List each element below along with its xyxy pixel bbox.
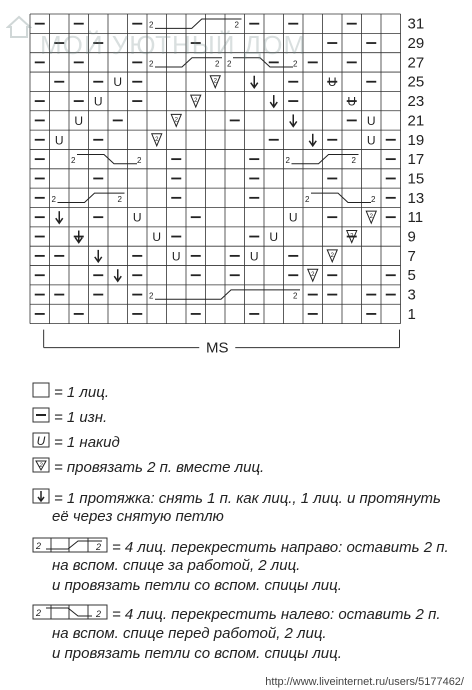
yarn-over-mark: U xyxy=(132,210,142,225)
ms-label: MS xyxy=(206,339,229,357)
watermark-text: МОЙ УЮТНЫЙ ДОМ xyxy=(40,30,307,60)
k2tog-label: 2 xyxy=(330,252,334,259)
row-number: 31 xyxy=(407,15,425,33)
yarn-over-mark: U xyxy=(269,230,279,245)
yarn-over-mark: U xyxy=(113,75,123,90)
legend-knit-text: = 1 лиц. xyxy=(54,383,109,401)
cable-label: 2 xyxy=(351,156,356,166)
cable-right-mark xyxy=(155,290,300,299)
cross-left-label-a: 2 xyxy=(36,608,42,618)
legend-cross-right-text-3: и провязать петли со вспом. спицы лиц. xyxy=(52,577,342,594)
ssk-symbol-icon xyxy=(32,488,50,510)
yarn-over-mark: U xyxy=(93,94,103,109)
yarn-over-mark: U xyxy=(347,94,357,109)
legend-k2tog xyxy=(32,457,264,479)
k2tog-label: 2 xyxy=(311,272,315,279)
cable-label: 2 xyxy=(215,59,220,69)
row-number: 27 xyxy=(407,54,425,72)
cross-left-label-b: 2 xyxy=(96,609,102,619)
legend-k2tog-text: = провязать 2 п. вместе лиц. xyxy=(54,458,265,476)
cable-right-mark xyxy=(155,19,242,28)
knit-symbol-icon xyxy=(32,382,50,404)
legend-purl xyxy=(32,407,107,429)
k2tog-label: 2 xyxy=(350,233,354,240)
k2tog-label: 2 xyxy=(155,136,159,143)
svg-text:2: 2 xyxy=(39,463,43,469)
yarn-over-mark: U xyxy=(366,133,376,148)
yarn-over-mark: U xyxy=(327,75,337,90)
cable-right-mark xyxy=(292,154,359,166)
yarn-over-symbol-icon xyxy=(32,432,50,454)
row-number: 7 xyxy=(407,247,416,265)
legend-purl-text: = 1 изн. xyxy=(54,408,108,426)
row-number: 13 xyxy=(407,189,425,207)
yarn-over-mark: U xyxy=(171,249,181,264)
yarn-over-mark: U xyxy=(249,249,259,264)
legend-yarn-over xyxy=(32,432,120,454)
row-number: 11 xyxy=(407,209,424,227)
row-number: 19 xyxy=(407,131,425,149)
legend-yarn-over-text: = 1 накид xyxy=(54,433,120,451)
legend-cross-left-text-3: и провязать петли со вспом. спицы лиц. xyxy=(52,645,342,662)
cable-label: 2 xyxy=(117,194,122,204)
svg-text:U: U xyxy=(36,434,46,448)
row-number: 29 xyxy=(407,35,425,53)
cable-label: 2 xyxy=(149,59,154,69)
legend-cross-right-text-1: = 4 лиц. перекрестить направо: оставить 2 п. xyxy=(112,538,449,556)
k2tog-label: 2 xyxy=(194,98,198,105)
row-number: 21 xyxy=(407,112,425,130)
cross-left-symbol-icon xyxy=(32,604,108,626)
yarn-over-mark: U xyxy=(54,133,64,148)
k2tog-label: 2 xyxy=(369,214,373,221)
cross-right-label-a: 2 xyxy=(36,541,42,551)
legend-ssk-text-1: = 1 протяжка: снять 1 п. как лиц., 1 лиц. и протянуть xyxy=(54,489,441,507)
legend-cross-left-text-2: на вспом. спице перед работой, 2 лиц. xyxy=(52,625,327,642)
cable-label: 2 xyxy=(234,20,239,30)
cable-label: 2 xyxy=(305,194,310,204)
legend-cross-left-text-1: = 4 лиц. перекрестить налево: оставить 2 п. xyxy=(112,605,441,623)
k2tog-label: 2 xyxy=(174,117,178,124)
footer-url: http://www.liveinternet.ru/users/5177462/ xyxy=(265,676,464,688)
purl-symbol-icon xyxy=(32,407,50,429)
house-watermark-icon xyxy=(6,14,32,40)
legend-cross-left xyxy=(32,604,441,626)
cross-right-label-b: 2 xyxy=(96,542,102,552)
yarn-over-mark: U xyxy=(152,230,162,245)
yarn-over-mark: U xyxy=(74,113,84,128)
cable-left-mark xyxy=(311,193,371,202)
cable-label: 2 xyxy=(51,194,56,204)
row-number: 23 xyxy=(407,93,425,111)
cable-label: 2 xyxy=(149,291,154,301)
row-number: 9 xyxy=(407,228,416,246)
row-number: 1 xyxy=(407,305,416,323)
cable-label: 2 xyxy=(149,20,154,30)
cable-label: 2 xyxy=(371,194,376,204)
cable-label: 2 xyxy=(293,291,298,301)
cable-label: 2 xyxy=(285,156,290,166)
legend-knit xyxy=(32,382,109,404)
yarn-over-mark: U xyxy=(366,113,376,128)
cable-label: 2 xyxy=(71,156,76,166)
yarn-over-mark: U xyxy=(288,210,298,225)
cable-label: 2 xyxy=(293,59,298,69)
cable-left-mark xyxy=(77,154,137,163)
row-number: 25 xyxy=(407,73,425,91)
row-number: 3 xyxy=(407,286,416,304)
legend-cross-right-text-2: на вспом. спице за работой, 2 лиц. xyxy=(52,557,301,574)
row-number: 5 xyxy=(407,267,416,285)
row-number: 17 xyxy=(407,151,425,169)
row-number: 15 xyxy=(407,170,425,188)
legend-ssk-text-2: её через снятую петлю xyxy=(52,508,224,525)
k2tog-symbol-icon xyxy=(32,457,50,479)
cable-right-mark xyxy=(58,193,125,202)
k2tog-label: 2 xyxy=(213,78,217,85)
cable-label: 2 xyxy=(137,156,142,166)
cable-label: 2 xyxy=(227,59,232,69)
